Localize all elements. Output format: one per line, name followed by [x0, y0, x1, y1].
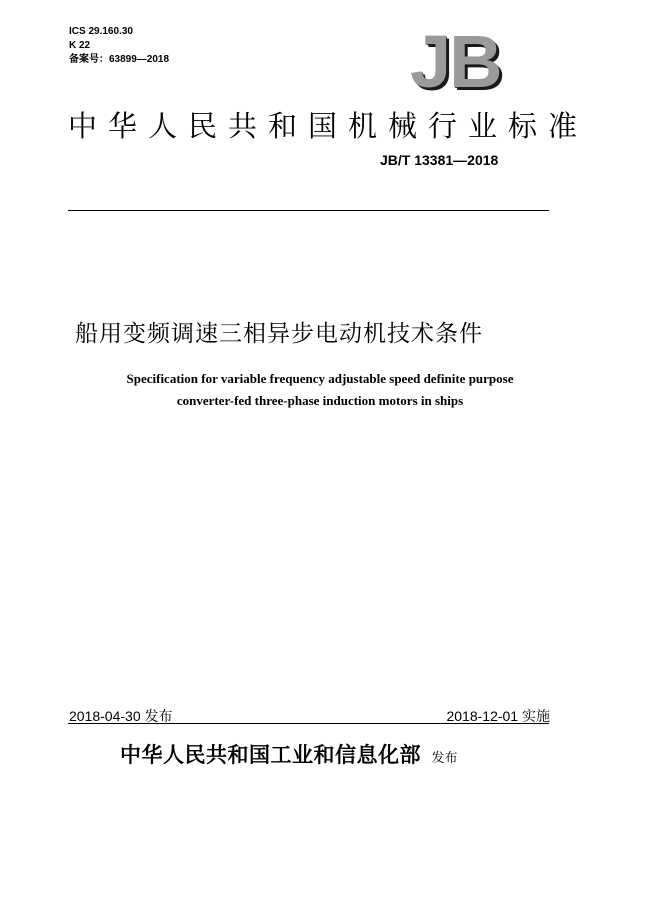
implementation-date: 2018-12-01 实施 [446, 708, 550, 724]
title-chinese: 船用变频调速三相异步电动机技术条件 [75, 321, 483, 347]
bottom-divider [68, 723, 549, 724]
title-english [80, 368, 560, 412]
ics-code: ICS 29.160.30 [69, 26, 133, 37]
publisher-suffix: 发布 [431, 750, 458, 765]
top-divider [68, 210, 549, 211]
jb-logo: JB [410, 20, 501, 103]
publisher [120, 739, 457, 769]
publisher-name: 中华人民共和国工业和信息化部 [120, 743, 421, 767]
classification-block [69, 25, 169, 67]
standard-number: JB/T 13381—2018 [380, 152, 499, 168]
filing-number: 备案号：63899—2018 [69, 54, 170, 65]
title-english-line2: converter-fed three-phase induction motors in ships [176, 393, 464, 408]
class-code: K 22 [69, 40, 91, 51]
title-english-line1: Specification for variable frequency adjustable speed definite purpose [126, 371, 514, 386]
agency-title: 中华人民共和国机械行业标准 [68, 109, 589, 143]
issue-date: 2018-04-30 发布 [69, 708, 173, 724]
